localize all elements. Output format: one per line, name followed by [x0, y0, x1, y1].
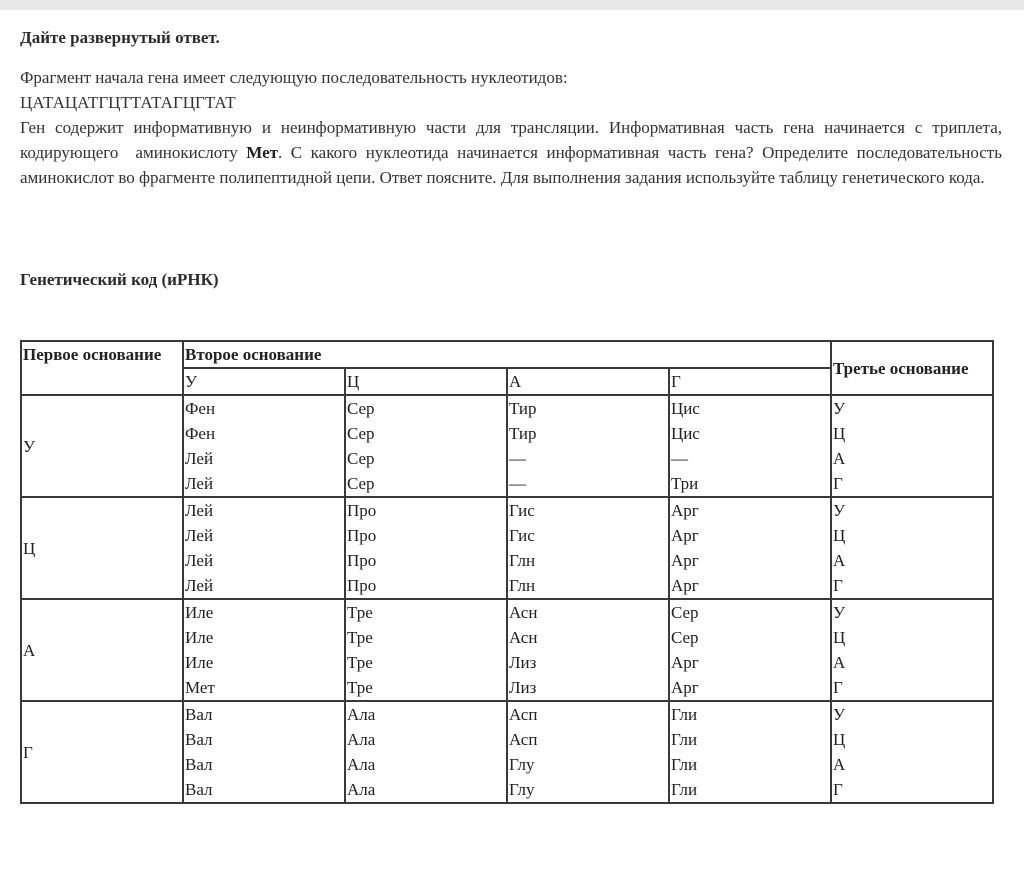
- codon-cell: Арг Арг Арг Арг: [669, 497, 831, 599]
- first-base-cell: Г: [21, 701, 183, 803]
- code-table-title: Генетический код (иРНК): [20, 270, 219, 289]
- codon-cell: Асн Асн Лиз Лиз: [507, 599, 669, 701]
- codon-cell: Фен Фен Лей Лей: [183, 395, 345, 497]
- task-content: [20, 27, 1007, 291]
- header-second-base: Второе основание: [183, 341, 831, 368]
- first-base-cell: Ц: [21, 497, 183, 599]
- codon-cell: Ала Ала Ала Ала: [345, 701, 507, 803]
- codon-cell: Тир Тир — —: [507, 395, 669, 497]
- second-base-u: У: [183, 368, 345, 395]
- third-base-cell: У Ц А Г: [831, 497, 993, 599]
- codon-cell: Тре Тре Тре Тре: [345, 599, 507, 701]
- nucleotide-sequence: ЦАТАЦАТГЦТТАТАГЦГТАТ: [20, 93, 236, 112]
- codon-cell: Гис Гис Глн Глн: [507, 497, 669, 599]
- first-base-cell: А: [21, 599, 183, 701]
- header-first-base: Первое основание: [21, 341, 183, 395]
- codon-cell: Гли Гли Гли Гли: [669, 701, 831, 803]
- table-row: [21, 395, 993, 497]
- second-base-c: Ц: [345, 368, 507, 395]
- third-base-cell: У Ц А Г: [831, 599, 993, 701]
- task-body: [20, 115, 1007, 190]
- codon-cell: Про Про Про Про: [345, 497, 507, 599]
- task-body-post: . С какого нуклеотида начинается информативная часть гена? Определите последовательность аминокислот во фрагменте полипептидной цепи. Ответ поясните. Для выполнения задания используйте таблицу генетического кода.: [20, 143, 1002, 187]
- second-base-a: А: [507, 368, 669, 395]
- codon-cell: Цис Цис — Три: [669, 395, 831, 497]
- codon-cell: Асп Асп Глу Глу: [507, 701, 669, 803]
- third-base-cell: У Ц А Г: [831, 395, 993, 497]
- first-base-cell: У: [21, 395, 183, 497]
- table-row: [21, 599, 993, 701]
- codon-cell: Вал Вал Вал Вал: [183, 701, 345, 803]
- second-base-g: Г: [669, 368, 831, 395]
- third-base-cell: У Ц А Г: [831, 701, 993, 803]
- codon-cell: Сер Сер Арг Арг: [669, 599, 831, 701]
- codon-cell: Сер Сер Сер Сер: [345, 395, 507, 497]
- task-heading: Дайте развернутый ответ.: [20, 28, 220, 47]
- codon-cell: Иле Иле Иле Мет: [183, 599, 345, 701]
- amino-acid-met: Мет: [246, 143, 279, 162]
- header-third-base: Третье основание: [831, 341, 993, 395]
- codon-cell: Лей Лей Лей Лей: [183, 497, 345, 599]
- task-intro: Фрагмент начала гена имеет следующую последовательность нуклеотидов:: [20, 68, 568, 87]
- genetic-code-table: [20, 340, 994, 804]
- top-bar: [0, 0, 1024, 10]
- task-body-pre: Ген содержит информативную и неинформативную части для трансляции. Информативная часть гена начинается с триплета, кодирующего аминокислоту: [20, 118, 1007, 162]
- table-row: [21, 497, 993, 599]
- table-row: [21, 701, 993, 803]
